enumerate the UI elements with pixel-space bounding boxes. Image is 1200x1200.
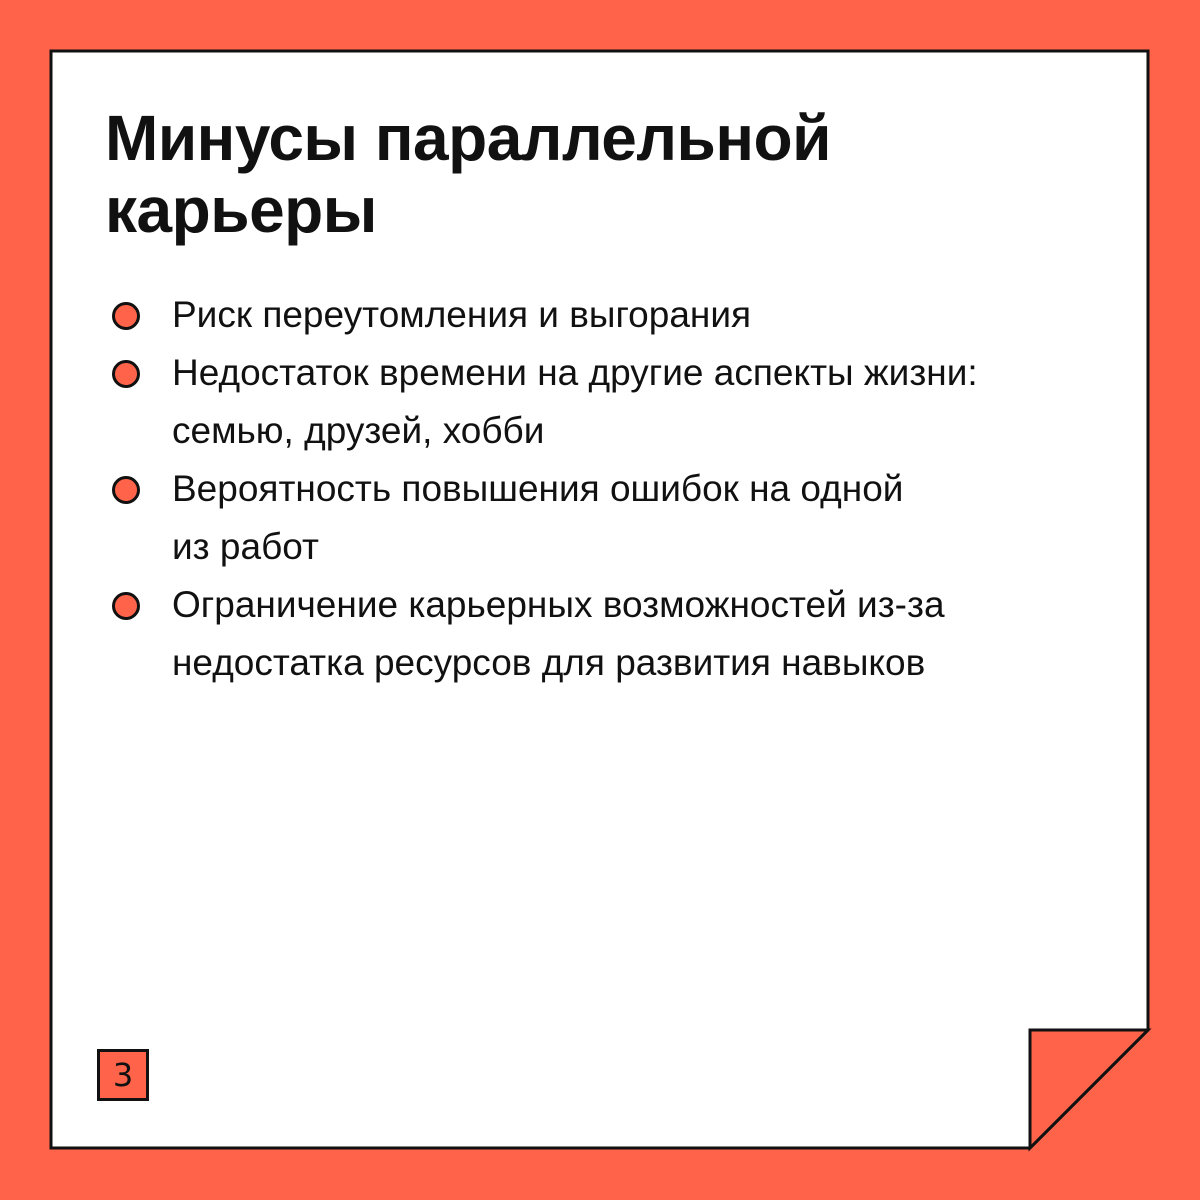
list-item-text: Ограничение карьерных возможностей из-за недостатка ресурсов для развития навыков	[172, 584, 945, 683]
bullet-dot-icon	[112, 592, 140, 620]
list-item	[110, 576, 1110, 692]
folded-corner	[1030, 1030, 1148, 1148]
list-item-text: Вероятность повышения ошибок на одной из работ	[172, 468, 904, 567]
list-item	[110, 460, 1110, 576]
bullet-dot-icon	[112, 360, 140, 388]
list-item	[110, 344, 1110, 460]
bullet-dot-icon	[112, 302, 140, 330]
list-item-text: Риск переутомления и выгорания	[172, 294, 752, 335]
list-item	[110, 286, 1110, 344]
page-number-badge: 3	[97, 1049, 149, 1101]
page-title: Минусы параллельной карьеры	[105, 102, 831, 246]
cons-list	[110, 286, 1110, 692]
bullet-dot-icon	[112, 476, 140, 504]
list-item-text: Недостаток времени на другие аспекты жизни: семью, друзей, хобби	[172, 352, 978, 451]
